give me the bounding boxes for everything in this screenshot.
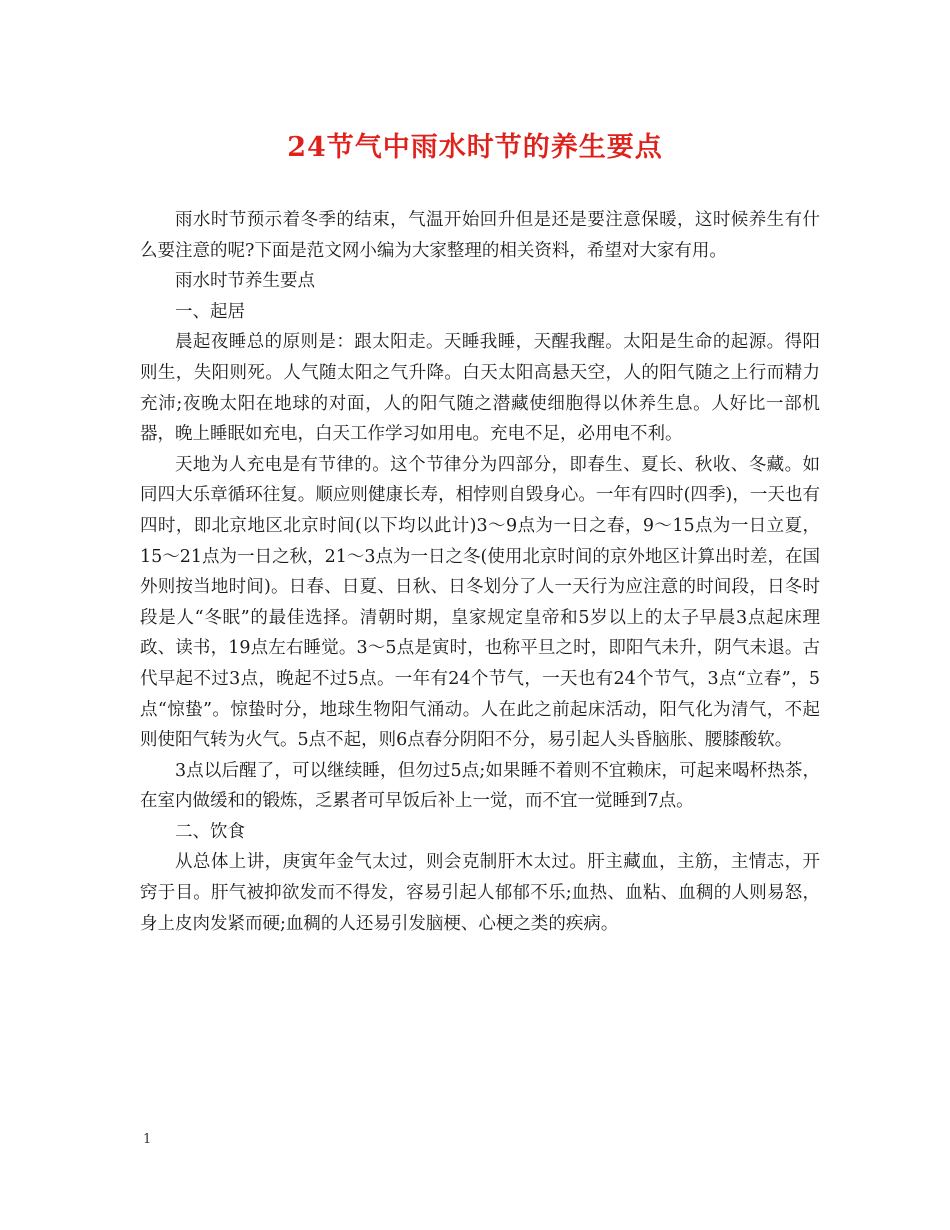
paragraph-intro: 雨水时节预示着冬季的结束，气温开始回升但是还是要注意保暖，这时候养生有什么要注意的呢?下面是范文网小编为大家整理的相关资料，希望对大家有用。 <box>140 210 820 261</box>
paragraph-qiju-wake: 3点以后醒了，可以继续睡，但勿过5点;如果睡不着则不宜赖床，可起来喝杯热茶，在室内做缓和的锻炼，乏累者可早饭后补上一觉，而不宜一觉睡到7点。 <box>140 760 820 812</box>
paragraph-qiju-principle: 晨起夜睡总的原则是：跟太阳走。天睡我睡，天醒我醒。太阳是生命的起源。得阳则生，失阳则死。人气随太阳之气升降。白天太阳高悬天空，人的阳气随之上行而精力充沛;夜晚太阳在地球的对面，人的阳气随之潜藏使细胞得以休养生息。人好比一部机器，晚上睡眠如充电，白天工作学习如用电。充电不足，必用电不利。 <box>140 332 820 445</box>
section-heading-qiju: 一、起居 <box>175 301 245 322</box>
document-body <box>140 205 820 939</box>
paragraph-qiju-rhythm: 天地为人充电是有节律的。这个节律分为四部分，即春生、夏长、秋收、冬藏。如同四大乐章循环往复。顺应则健康长寿，相悖则自毁身心。一年有四时(四季)，一天也有四时，即北京地区北京时间(以下均以此计)3～9点为一日之春，9～15点为一日立夏，15～21点为一日之秋，21～3点为一日之冬(使用北京时间的京外地区计算出时差，在国外则按当地时间)。日春、日夏、日秋、日冬划分了人一天行为应注意的时间段，日冬时段是人“冬眠”的最佳选择。清朝时期，皇家规定皇帝和5岁以上的太子早晨3点起床理政、读书，19点左右睡觉。3～5点是寅时，也称平旦之时，即阳气未升，阴气未退。古代早起不过3点，晚起不过5点。一年有24个节气，一天也有24个节气，3点“立春”，5点“惊蛰”。惊蛰时分，地球生物阳气涌动。人在此之前起床活动，阳气化为清气，不起则使阳气转为火气。5点不起，则6点春分阴阳不分，易引起人头昏脑胀、腰膝酸软。 <box>140 454 820 751</box>
page-number: 1 <box>143 1132 152 1147</box>
section-heading-main: 雨水时节养生要点 <box>175 271 315 292</box>
page-title: 24节气中雨水时节的养生要点 <box>287 132 663 163</box>
section-heading-yinshi: 二、饮食 <box>175 821 245 842</box>
paragraph-yinshi: 从总体上讲，庚寅年金气太过，则会克制肝木太过。肝主藏血，主筋，主情志，开窍于目。肝气被抑欲发而不得发，容易引起人郁郁不乐;血热、血粘、血稠的人则易怒，身上皮肉发紧而硬;血稠的人还易引发脑梗、心梗之类的疾病。 <box>140 852 820 934</box>
